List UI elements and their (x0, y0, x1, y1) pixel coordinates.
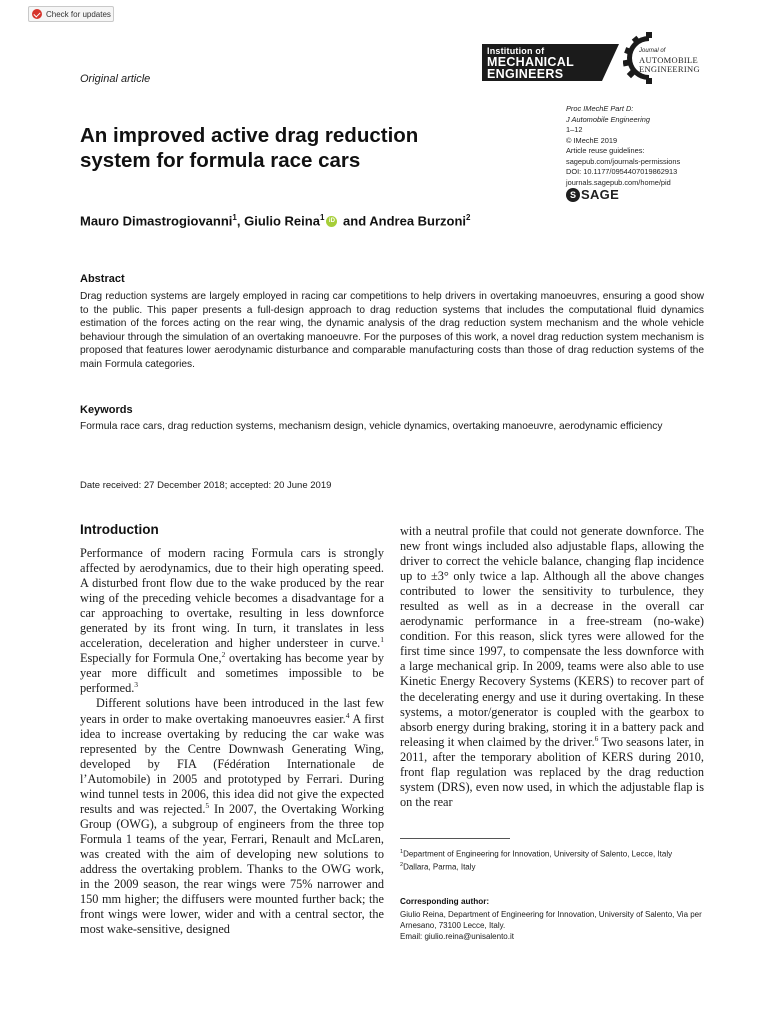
abstract-text: Drag reduction systems are largely employed in racing car competitions to help drivers in overtaking manoeuvres, ensuring a good show to the public. This paper presents a full-design approach to drag reduction systems that includes the computational fluid dynamics estimation of the forces acting on the rear wing, the dynamic analysis of the drag reduction system mechanism and the whole vehicle behaviour through the simulation of an overtaking manoeuvre. For the purposes of this work, a novel drag reduction system mechanism is proposed that features lower aerodynamic disturbance and comparable manufacturing costs than those of drag reduction systems of the main Formula categories. (80, 291, 704, 370)
p2-text-b: A first idea to increase overtaking by reducing the car wake was represented by the Centre Downwash Generating Wing, developed by FIA (Fédération Internationale de l’Automobile) in 2005 and prototyped by Ferrari. During wind tunnel tests in 2006, this idea did not give the expected results and was rejected. (80, 711, 385, 816)
citation-6[interactable]: 6 (594, 733, 599, 743)
author-1-affil: 1 (232, 213, 237, 222)
meta-doi[interactable]: DOI: 10.1177/0954407019862913 (566, 167, 678, 176)
journal-logo-line2: ENGINEERING (639, 64, 700, 74)
keywords-text: Formula race cars, drag reduction systems, mechanism design, vehicle dynamics, overtaking manoeuvre, aerodynamic efficiency (80, 421, 663, 432)
corresponding-author-heading: Corresponding author: (400, 897, 490, 906)
footnote-2-mark: 2 (400, 862, 404, 869)
footnote-2-text: Dallara, Parma, Italy (403, 863, 476, 873)
sage-mark: S (566, 188, 580, 202)
sage-word: SAGE (581, 187, 620, 202)
sage-logo (566, 187, 619, 202)
imeche-line2: MECHANICAL (487, 55, 575, 69)
article-meta (566, 104, 680, 188)
p2-text-a: Different solutions have been introduced in the last few years in order to make overtaking manoeuvres easier. (80, 696, 384, 726)
title-line1: An improved active drag reduction (80, 124, 419, 147)
p1-text-c: overtaking has become year by year more difficult and sometimes impossible to be performed. (80, 651, 385, 696)
author-1: Mauro Dimastrogiovanni (80, 213, 233, 229)
p1-text-a: Performance of modern racing Formula cars is strongly affected by aerodynamics, due to their high operating speed. A disturbed front flow due to the wake produced by the rear wing of the preceding vehicle becomes a disadvantage for a car approaching to overtake, resulting in less downforce generated by its front wing. In turn, it translates in less acceleration, deceleration and higher understeer in curve. (80, 546, 384, 651)
meta-reuse-link[interactable]: sagepub.com/journals-permissions (566, 156, 681, 166)
journal-logo-line1: AUTOMOBILE (639, 55, 699, 65)
author-3: and Andrea Burzoni (339, 213, 467, 229)
meta-journal-link[interactable]: journals.sagepub.com/home/pid (566, 177, 671, 187)
imeche-logo-text (487, 46, 574, 80)
corresponding-address: Giulio Reina, Department of Engineering for Innovation, University of Salento, Via per Arnesano, 73100 Lecce, Italy. (400, 910, 702, 931)
article-type: Original article (80, 73, 151, 85)
citation-1[interactable]: 1 (380, 635, 384, 645)
meta-journal2: J Automobile Engineering (566, 114, 650, 124)
citation-5[interactable]: 5 (205, 800, 210, 810)
p3-text-a: with a neutral profile that could not generate downforce. The new front wings included also adjustable flaps, allowing the driver to correct the vehicle balance, changing flap incidence up to ±3° only twice a lap. Although all the above changes contributed to lower the sensitivity to turbulence, they resulted as well as in a decrease in the overall car aerodynamic performance in a free-stream (no-wake) condition. For this reason, slick tyres were allowed for the first time since 1997, to compensate the less downforce with a large mechanical grip. In 2009, teams were also able to use Kinetic Energy Recovery Systems (KERS) to recover part of the decelerating energy and use it during overtaking. In these systems, a motor/generator is coupled with the gearbox to absorb energy during braking, storing it in a battery pack and releasing it when claimed by the driver. (400, 524, 704, 749)
p1-text-b: Especially for Formula One, (80, 651, 222, 666)
check-icon (32, 9, 42, 19)
p3-text-b: Two seasons later, in 2011, after the temporary abolition of KERS during 2010, front flap regulation was replaced by the drag reduction system (DRS), even now used, in which the adjustable flap is on the rear (400, 734, 704, 809)
intro-paragraph-3 (400, 524, 704, 810)
footnote-divider (400, 838, 510, 839)
citation-3[interactable]: 3 (134, 680, 139, 690)
author-2-affil: 1 (319, 213, 325, 222)
meta-reuse: Article reuse guidelines: (566, 146, 645, 155)
left-column (80, 546, 384, 937)
footnote-2 (400, 860, 704, 873)
footnote-1-mark: 1 (400, 849, 404, 855)
meta-copyright: © IMechE 2019 (566, 135, 618, 145)
date-received: Date received: 27 December 2018; accepted: 20 June 2019 (80, 480, 332, 491)
right-column (400, 524, 704, 810)
check-for-updates-label: Check for updates (46, 9, 111, 19)
keywords-heading: Keywords (80, 404, 133, 416)
journal-logo-small: Journal of (639, 48, 666, 54)
paper-title (80, 123, 500, 173)
author-2: , Giulio Reina (236, 213, 320, 229)
author-list (80, 213, 471, 228)
footnote-1 (400, 847, 704, 860)
introduction-heading: Introduction (80, 522, 159, 537)
citation-4[interactable]: 4 (345, 710, 350, 720)
meta-journal1: Proc IMechE Part D: (566, 104, 634, 113)
meta-pages: 1–12 (566, 125, 583, 134)
author-3-affil: 2 (466, 213, 471, 222)
citation-2[interactable]: 2 (221, 650, 226, 660)
p2-text-c: In 2007, the Overtaking Working Group (OWG), a subgroup of engineers from the three top Formula 1 teams of the year, Ferrari, Renault and McLaren, was created with the aim of developing new solutions to address the overtaking problem. Thanks to the OWG work, in the 2009 season, the rear wings were 75% narrower and 150 mm higher; the diffusers were mounted further back; the front wings were lower, wider and with a central sector, the most wake-sensitive, designed (80, 801, 384, 937)
check-for-updates-button[interactable] (28, 6, 114, 22)
footnotes (400, 847, 704, 874)
footnote-1-text: Department of Engineering for Innovation, University of Salento, Lecce, Italy (403, 849, 673, 859)
imeche-line1: Institution of (487, 46, 545, 56)
corresponding-author (400, 909, 704, 943)
abstract-heading: Abstract (80, 273, 125, 285)
title-line2: system for formula race cars (80, 149, 361, 172)
journal-logo-text (639, 47, 700, 74)
intro-paragraph-1 (80, 546, 384, 696)
corresponding-email[interactable]: Email: giulio.reina@unisalento.it (400, 932, 514, 942)
imeche-line3: ENGINEERS (487, 67, 564, 81)
intro-paragraph-2 (80, 696, 384, 937)
orcid-icon[interactable]: iD (326, 216, 337, 227)
